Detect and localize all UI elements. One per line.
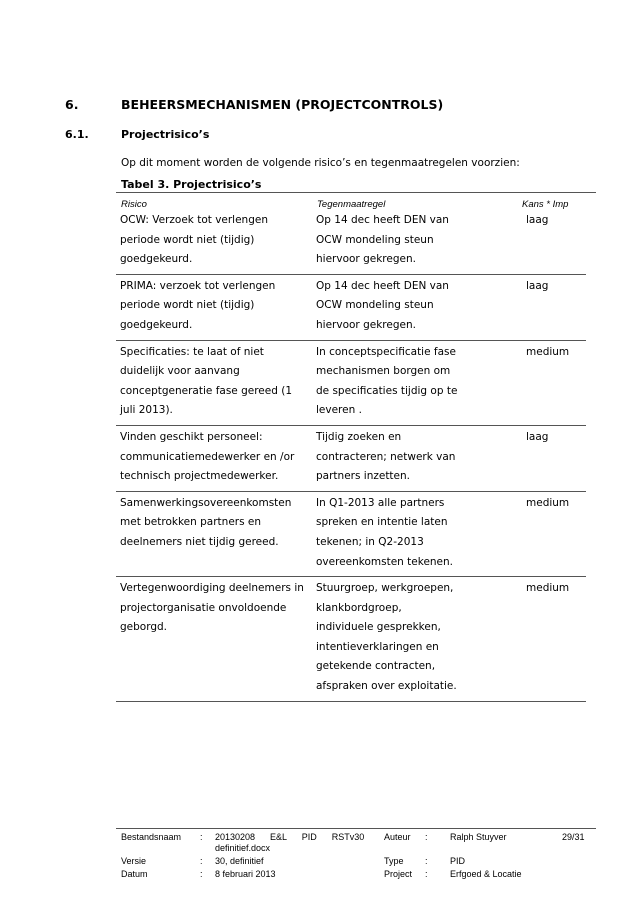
page-number: 29/31: [562, 832, 585, 842]
footer-author-value: Ralph Stuyver: [450, 832, 507, 842]
header-measure: Tegenmaatregel: [317, 199, 386, 210]
chapter-number: 6.: [65, 97, 79, 112]
measure-cell: Stuurgroep, werkgroepen, klankbordgroep, individuele gesprekken, intentieverklaringen en getekende contracten, afspraken over exploitatie.: [312, 577, 522, 702]
footer-date-label: Datum: [121, 869, 148, 879]
footer-colon: :: [425, 869, 428, 879]
risk-cell: Vertegenwoordiging deelnemers in projectorganisatie onvoldoende geborgd.: [116, 577, 312, 702]
impact-cell: medium: [522, 340, 586, 425]
measure-cell: In Q1-2013 alle partners spreken en intentie laten tekenen; in Q2-2013 overeenkomsten tekenen.: [312, 491, 522, 576]
impact-cell: laag: [522, 211, 586, 274]
measure-cell: Op 14 dec heeft DEN van OCW mondeling steun hiervoor gekregen.: [312, 274, 522, 340]
impact-cell: laag: [522, 425, 586, 491]
footer-project-label: Project: [384, 869, 413, 879]
footer-project-value: Erfgoed & Locatie: [450, 869, 522, 879]
impact-cell: medium: [522, 577, 586, 702]
table-row: [116, 577, 586, 702]
header-impact: Kans * Imp: [522, 199, 569, 210]
intro-paragraph: Op dit moment worden de volgende risico’s en tegenmaatregelen voorzien:: [121, 157, 520, 169]
risk-cell: OCW: Verzoek tot verlengen periode wordt niet (tijdig) goedgekeurd.: [116, 211, 312, 274]
footer-version-label: Versie: [121, 856, 147, 866]
footer-colon: :: [200, 869, 203, 879]
footer-colon: :: [425, 856, 428, 866]
chapter-title: BEHEERSMECHANISMEN (PROJECTCONTROLS): [121, 97, 444, 112]
risk-cell: Vinden geschikt personeel: communicatiemedewerker en /or technisch projectmedewerker.: [116, 425, 312, 491]
footer-author-label: Auteur: [384, 832, 411, 842]
section-number: 6.1.: [65, 128, 89, 141]
table-top-rule: [116, 192, 596, 193]
footer-colon: :: [425, 832, 428, 842]
section-title: Projectrisico’s: [121, 128, 210, 141]
measure-cell: Op 14 dec heeft DEN van OCW mondeling steun hiervoor gekregen.: [312, 211, 522, 274]
footer-filename-value: 20130208 E&L PID RSTv30: [215, 832, 365, 842]
risk-cell: Specificaties: te laat of niet duidelijk voor aanvang conceptgeneratie fase gereed (1 juli 2013).: [116, 340, 312, 425]
footer-filename-value-2: definitief.docx: [215, 843, 271, 853]
header-risk: Risico: [121, 199, 147, 210]
table-row: [116, 491, 586, 576]
footer-colon: :: [200, 856, 203, 866]
risk-cell: Samenwerkingsovereenkomsten met betrokken partners en deelnemers niet tijdig gereed.: [116, 491, 312, 576]
footer-type-value: PID: [450, 856, 466, 866]
table-row: [116, 425, 586, 491]
risk-cell: PRIMA: verzoek tot verlengen periode wordt niet (tijdig) goedgekeurd.: [116, 274, 312, 340]
table-row: [116, 211, 586, 274]
footer-filename-label: Bestandsnaam: [121, 832, 182, 842]
footer-type-label: Type: [384, 856, 404, 866]
measure-cell: In conceptspecificatie fase mechanismen borgen om de specificaties tijdig op te leveren .: [312, 340, 522, 425]
footer-rule: [116, 828, 596, 829]
footer-version-value: 30, definitief: [215, 856, 264, 866]
measure-cell: Tijdig zoeken en contracteren; netwerk van partners inzetten.: [312, 425, 522, 491]
footer-colon: :: [200, 832, 203, 842]
risk-table: [116, 211, 586, 702]
footer-date-value: 8 februari 2013: [215, 869, 276, 879]
impact-cell: medium: [522, 491, 586, 576]
impact-cell: laag: [522, 274, 586, 340]
table-caption: Tabel 3. Projectrisico’s: [121, 178, 262, 191]
table-row: [116, 274, 586, 340]
table-row: [116, 340, 586, 425]
